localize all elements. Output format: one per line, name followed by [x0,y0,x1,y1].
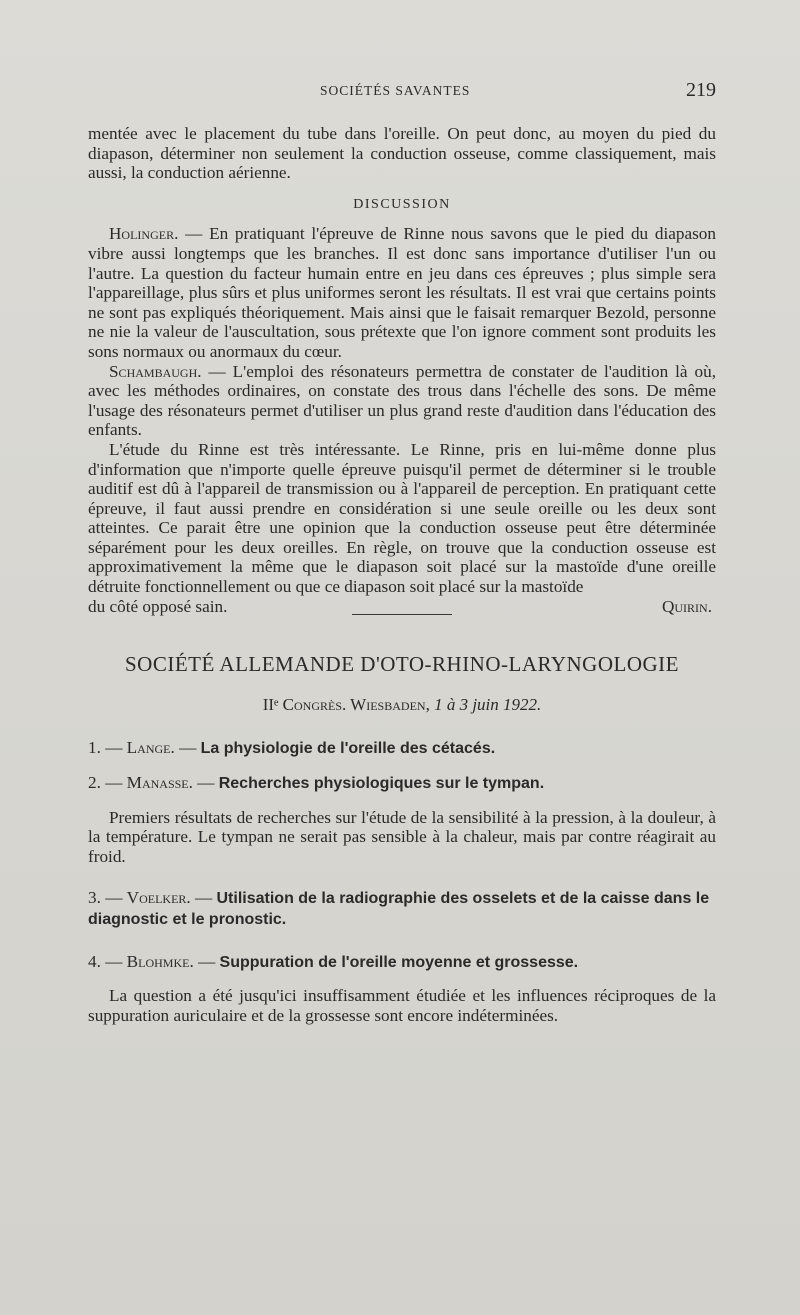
congress-date: 1 à 3 juin 1922. [434,694,542,714]
item-title: Suppuration de l'oreille moyenne et grossesse. [219,953,579,971]
discussion-paragraph-schambaugh [88,362,716,440]
item-author: Blohmke. [126,951,194,971]
page-number: 219 [686,79,716,101]
speaker-name: Holinger. [109,224,179,244]
item-number: 2. [88,773,101,793]
item-number: 3. [88,888,101,908]
list-item: 2. — Manasse. — Recherches physiologiques sur le tympan. [88,773,545,793]
item-title: La physiologie de l'oreille des cétacés. [200,740,496,758]
item-author: Voelker. [126,888,191,908]
paragraph-text: — L'emploi des résonateurs permettra de constater de l'audition là où, avec les méthodes ordinaires, on constate des trous dans l'échelle des sons. De même l'usage des résonateurs permet d'utiliser un plus grand reste d'audition dans l'éducation des enfants. [88,361,716,440]
paragraph-text: — En pratiquant l'épreuve de Rinne nous savons que le pied du diapason vibre aussi longtemps que les branches. Il est donc sans importance d'utiliser l'un ou l'autre. La question du facteur humain entre en jeu dans ces épreuves ; plus simple sera l'appareillage, plus sûrs et plus uniformes seront les résultats. Il est vrai que certains points ne sont pas expliqués théoriquement. Mais ainsi que le faisait remarquer Bezold, personne ne nie la valeur de l'auscultation, sous prétexte que l'on ignore comment sont produits les sons normaux ou anormaux du cœur. [88,224,716,361]
speaker-name: Schambaugh. [109,361,202,381]
item-number: 4. [88,951,101,971]
discussion-paragraph-holinger [88,224,716,361]
congress-line [88,695,716,715]
page-body [88,124,716,1025]
item-title: Recherches physiologiques sur le tympan. [218,775,545,793]
discussion-heading: DISCUSSION [353,196,451,212]
item-text: Premiers résultats de recherches sur l'étude de la sensibilité à la pression, à la douleur, à la température. Le tympan ne serait pas sensible à la chaleur, mais par contre réagirait au froid. [88,807,716,866]
list-item: 3. — Voelker. — Utilisation de la radiographie des osselets et de la caisse dans le diagnostic et le pronostic. [88,888,710,928]
item-number: 1. [88,738,101,758]
page-header [88,79,716,102]
item-author: Lange. [126,738,175,758]
signature: Quirin. [661,596,712,616]
congress-prefix: IIᵉ Congrès. Wiesbaden, [262,694,430,714]
item-text: La question a été jusqu'ici insuffisamment étudiée et les influences réciproques de la suppuration auriculaire et de la grossesse sont encore indéterminées. [88,986,716,1025]
item-author: Manasse. [126,773,193,793]
paragraph-last-line: du côté opposé sain. [88,596,228,616]
running-title: SOCIÉTÉS SAVANTES [320,83,471,98]
discussion-paragraph-rinne: L'étude du Rinne est très intéressante. Le Rinne, pris en lui-même donne plus d'information que n'importe quelle épreuve puisqu'il permet de déterminer si le trouble auditif est dû à l'appareil de transmission ou à l'appareil de perception. En pratiquant cette épreuve, il faut aussi prendre en considération si une seule oreille ou les deux sont atteintes. Ce parait être une opinion que la conduction osseuse peut être déterminée séparément pour les deux oreilles. En règle, on trouve que la conduction osseuse est approximativement la même que le diapason soit placé sur la mastoïde d'une oreille détruite fonctionnellement ou que ce diapason soit placé sur la mastoïde [88,439,716,597]
list-item: 1. — Lange. — La physiologie de l'oreille des cétacés. [88,738,496,758]
society-title: SOCIÉTÉ ALLEMANDE D'OTO-RHINO-LARYNGOLOGIE [124,652,679,677]
list-item: 4. — Blohmke. — Suppuration de l'oreille moyenne et grossesse. [88,951,579,971]
section-divider [352,614,452,615]
intro-paragraph: mentée avec le placement du tube dans l'oreille. On peut donc, au moyen du pied du diapason, déterminer non seulement la conduction osseuse, comme classiquement, mais aussi, la conduction aérienne. [88,124,716,183]
item-title: Utilisation de la radiographie des osselets et de la caisse dans le diagnostic et le pronostic. [88,890,710,928]
